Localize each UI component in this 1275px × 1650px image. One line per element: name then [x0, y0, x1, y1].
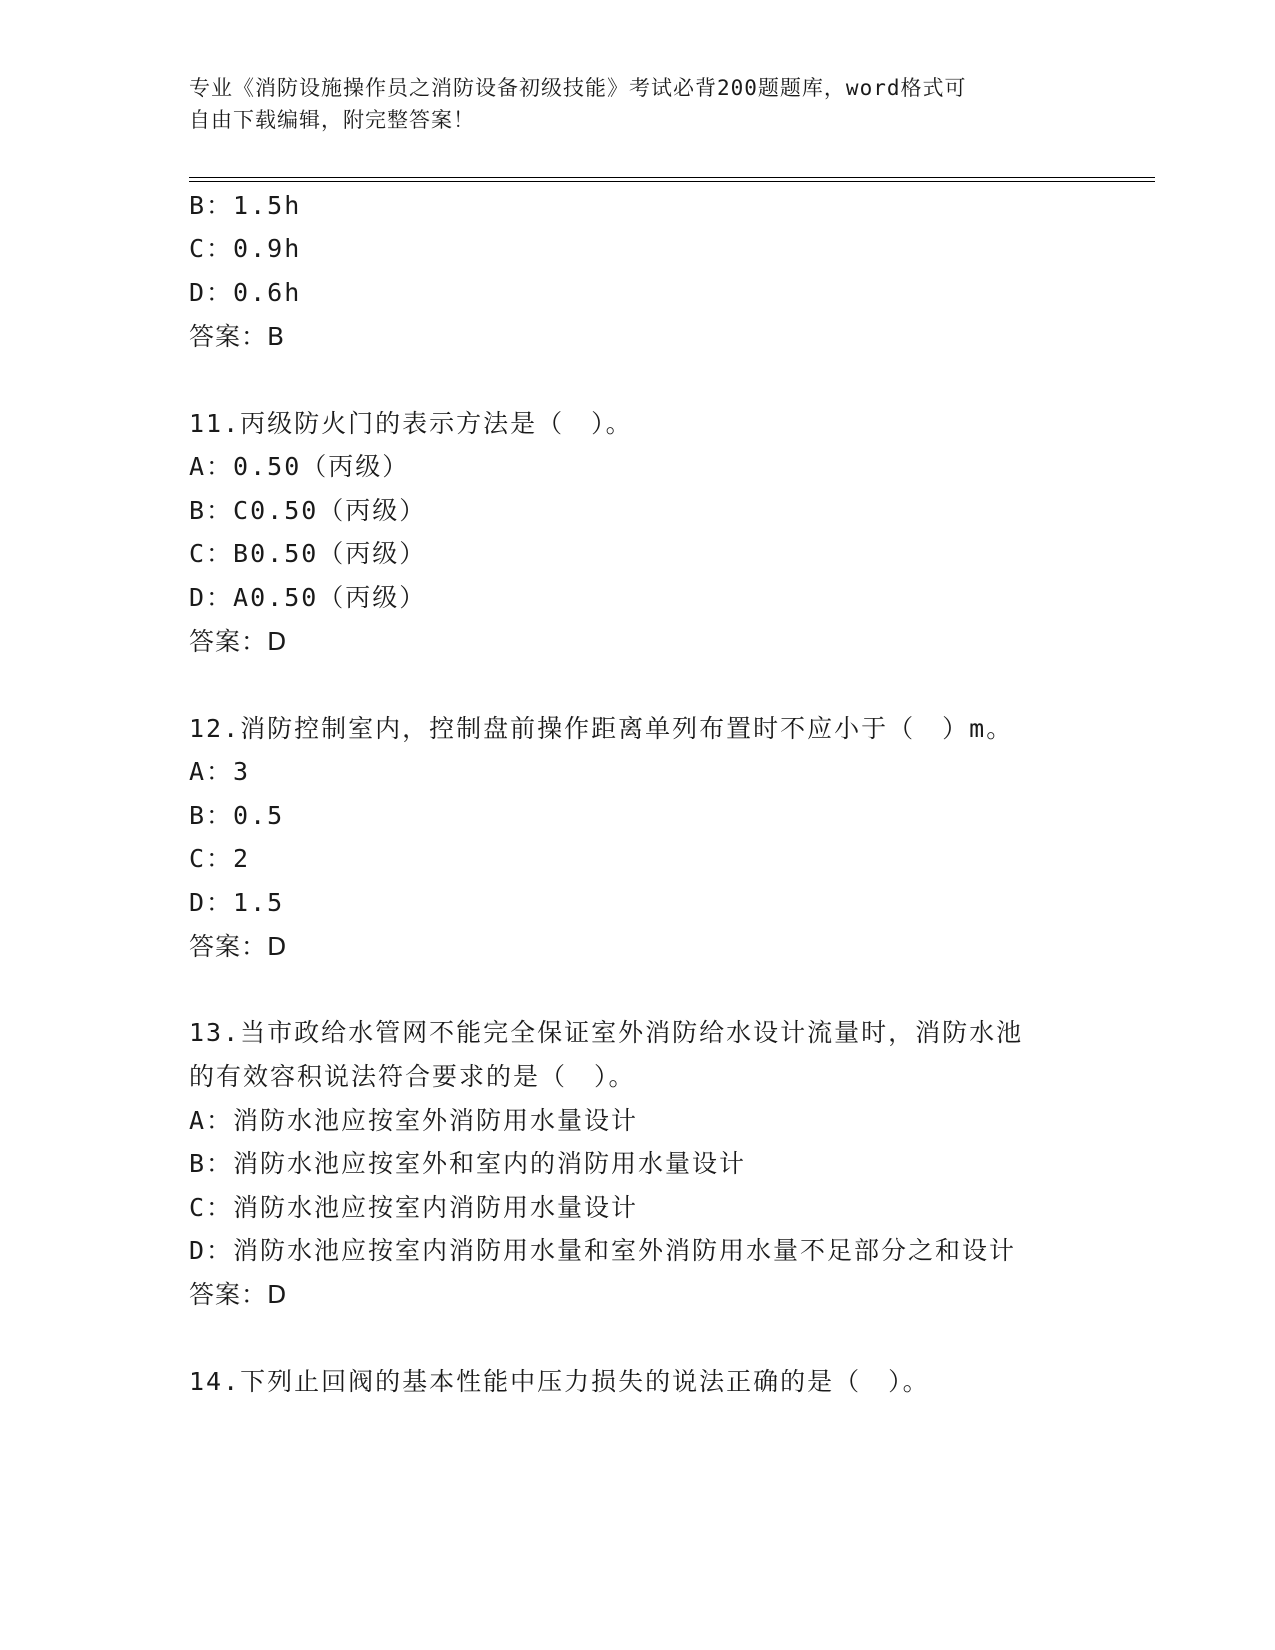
q13-option-c: C：消防水池应按室内消防用水量设计: [189, 1193, 639, 1222]
header-title-line-2: 自由下载编辑，附完整答案！: [189, 108, 475, 132]
q12-answer: 答案：D: [189, 932, 288, 961]
header-title-line-1: 专业《消防设施操作员之消防设备初级技能》考试必背200题题库，word格式可: [189, 76, 967, 100]
q11-option-b: B：C0.50（丙级）: [189, 496, 427, 525]
q12-option-a: A：3: [189, 757, 251, 786]
q13-option-a: A：消防水池应按室外消防用水量设计: [189, 1106, 639, 1135]
q13-question-line-2: 的有效容积说法符合要求的是（ ）。: [189, 1062, 636, 1091]
q10-answer: 答案：B: [189, 322, 286, 351]
q11-question: 11.丙级防火门的表示方法是（ ）。: [189, 409, 633, 438]
q10-option-d: D：0.6h: [189, 278, 302, 307]
q12-question: 12.消防控制室内，控制盘前操作距离单列布置时不应小于（ ）m。: [189, 714, 1014, 743]
q11-option-d: D：A0.50（丙级）: [189, 583, 427, 612]
q12-option-c: C：2: [189, 844, 251, 873]
q13-option-b: B：消防水池应按室外和室内的消防用水量设计: [189, 1149, 747, 1178]
q10-option-b: B：1.5h: [189, 191, 302, 220]
q12-option-b: B：0.5: [189, 801, 285, 830]
q11-option-a: A：0.50（丙级）: [189, 452, 410, 481]
header-divider-top: [189, 177, 1155, 178]
document-header: [189, 72, 1069, 136]
q11-option-c: C：B0.50（丙级）: [189, 539, 427, 568]
header-divider-bottom: [189, 181, 1155, 182]
q11-answer: 答案：D: [189, 627, 288, 656]
q13-question-line-1: 13.当市政给水管网不能完全保证室外消防给水设计流量时，消防水池: [189, 1018, 1024, 1047]
q13-answer: 答案：D: [189, 1280, 288, 1309]
q12-option-d: D：1.5: [189, 888, 285, 917]
q10-option-c: C：0.9h: [189, 234, 302, 263]
q13-option-d: D：消防水池应按室内消防用水量和室外消防用水量不足部分之和设计: [189, 1236, 1017, 1265]
q14-question: 14.下列止回阀的基本性能中压力损失的说法正确的是（ ）。: [189, 1367, 930, 1396]
